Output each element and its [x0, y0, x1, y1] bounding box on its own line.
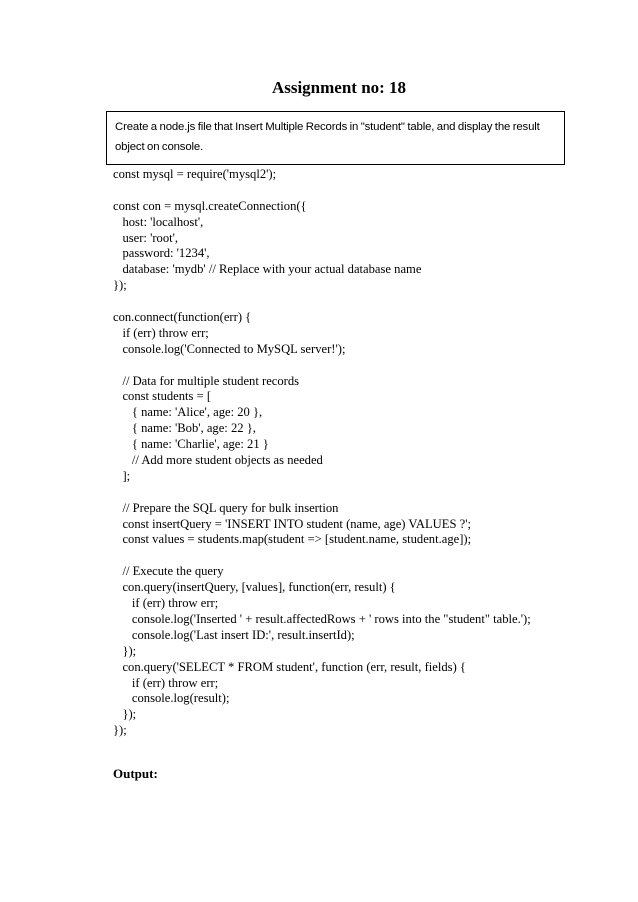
code-line: con.query('SELECT * FROM student', function (err, result, fields) {	[113, 659, 466, 674]
code-line: database: 'mydb' // Replace with your actual database name	[113, 262, 422, 277]
code-line	[113, 548, 623, 564]
code-line: console.log('Connected to MySQL server!');	[113, 341, 346, 356]
code-line: // Execute the query	[113, 564, 224, 579]
task-description-box	[106, 111, 565, 165]
task-description: Create a node.js file that Insert Multiple Records in "student" table, and display the result object on console.	[115, 121, 540, 153]
code-line	[113, 485, 623, 501]
code-line: { name: 'Charlie', age: 21 }	[113, 437, 269, 452]
output-label: Output:	[113, 766, 158, 781]
code-line: host: 'localhost',	[113, 214, 204, 229]
code-line: console.log('Inserted ' + result.affectedRows + ' rows into the "student" table.');	[113, 611, 531, 626]
code-line: // Add more student objects as needed	[113, 453, 323, 468]
code-line: });	[113, 723, 127, 738]
code-line	[113, 294, 623, 310]
code-line: const mysql = require('mysql2');	[113, 167, 277, 181]
code-line: { name: 'Bob', age: 22 },	[113, 421, 256, 436]
code-line: // Data for multiple student records	[113, 373, 300, 388]
code-line: });	[113, 278, 127, 293]
code-line: console.log('Last insert ID:', result.insertId);	[113, 627, 355, 642]
code-line: });	[113, 707, 137, 722]
code-line: if (err) throw err;	[113, 325, 209, 340]
code-line: const insertQuery = 'INSERT INTO student (name, age) VALUES ?';	[113, 516, 471, 531]
code-line: const con = mysql.createConnection({	[113, 198, 307, 213]
assignment-title: Assignment no: 18	[271, 78, 407, 97]
code-line: console.log(result);	[113, 691, 230, 706]
code-line: const students = [	[113, 389, 212, 404]
code-line: });	[113, 643, 137, 658]
code-line: con.query(insertQuery, [values], function(err, result) {	[113, 580, 396, 595]
code-line: { name: 'Alice', age: 20 },	[113, 405, 263, 420]
code-line: const values = students.map(student => [student.name, student.age]);	[113, 532, 472, 547]
code-line	[113, 358, 623, 374]
code-line: if (err) throw err;	[113, 596, 219, 611]
code-line: // Prepare the SQL query for bulk insertion	[113, 500, 339, 515]
code-line: password: '1234',	[113, 246, 210, 261]
code-block	[113, 167, 623, 739]
code-line	[113, 183, 623, 199]
code-line: con.connect(function(err) {	[113, 310, 252, 325]
code-line: user: 'root',	[113, 230, 179, 245]
code-line: if (err) throw err;	[113, 675, 219, 690]
code-line: ];	[113, 468, 131, 483]
